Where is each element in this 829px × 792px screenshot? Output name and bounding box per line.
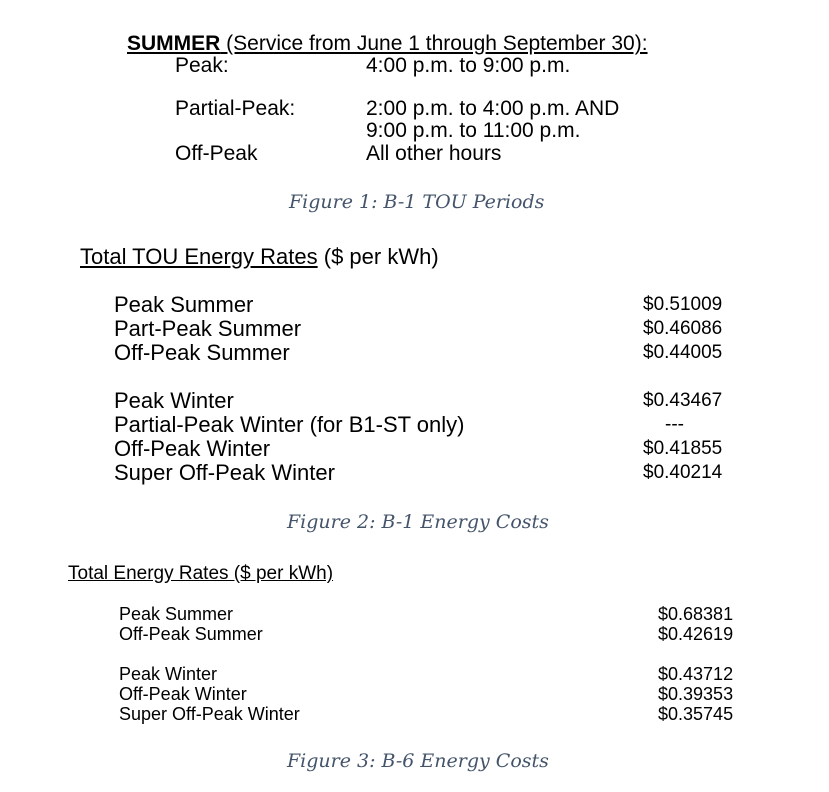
rate-label: Peak Summer xyxy=(119,604,234,624)
rate-value: $0.51009 xyxy=(643,294,723,315)
period-hours-partial-peak-1: 2:00 p.m. to 4:00 p.m. AND xyxy=(366,97,620,120)
rate-label: Off-Peak Summer xyxy=(119,624,263,644)
season-note: (Service from June 1 through September 30): xyxy=(220,32,648,55)
season-label: SUMMER xyxy=(127,32,221,55)
period-hours-partial-peak-2: 9:00 p.m. to 11:00 p.m. xyxy=(366,119,581,142)
rate-label: Partial-Peak Winter (for B1-ST only) xyxy=(114,412,465,437)
rate-value: $0.46086 xyxy=(643,318,723,339)
rate-label: Super Off-Peak Winter xyxy=(114,460,335,485)
rate-value: $0.39353 xyxy=(658,684,734,704)
rate-label: Peak Winter xyxy=(114,388,234,413)
period-label-partial-peak: Partial-Peak: xyxy=(175,97,296,120)
energy-rates-heading: Total Energy Rates ($ per kWh) xyxy=(68,563,334,584)
rate-value: $0.42619 xyxy=(658,624,734,644)
rate-label: Off-Peak Winter xyxy=(119,684,247,704)
period-hours-peak: 4:00 p.m. to 9:00 p.m. xyxy=(366,54,571,77)
figure1-caption: Figure 1: B-1 TOU Periods xyxy=(289,191,545,213)
period-label-off-peak: Off-Peak xyxy=(175,142,258,165)
rate-label: Part-Peak Summer xyxy=(114,316,302,341)
rate-value: $0.35745 xyxy=(658,704,734,724)
rate-label: Peak Summer xyxy=(114,292,254,317)
rate-value: --- xyxy=(665,414,684,435)
rate-label: Super Off-Peak Winter xyxy=(119,704,300,724)
rate-label: Off-Peak Summer xyxy=(114,340,290,365)
tou-rates-heading xyxy=(80,244,439,270)
rate-label: Peak Winter xyxy=(119,664,218,684)
rate-label: Off-Peak Winter xyxy=(114,436,271,461)
tou-rates-heading-unit: ($ per kWh) xyxy=(317,244,439,269)
period-label-peak: Peak: xyxy=(175,54,229,77)
rate-value: $0.44005 xyxy=(643,342,723,363)
figure2-caption: Figure 2: B-1 Energy Costs xyxy=(287,511,549,533)
rate-value: $0.68381 xyxy=(658,604,734,624)
rate-value: $0.41855 xyxy=(643,438,723,459)
rate-value: $0.43712 xyxy=(658,664,734,684)
summer-season-heading xyxy=(127,33,648,55)
tou-rates-heading-title: Total TOU Energy Rates xyxy=(80,244,318,269)
period-hours-off-peak: All other hours xyxy=(366,142,502,165)
rate-value: $0.43467 xyxy=(643,390,723,411)
rate-value: $0.40214 xyxy=(643,462,723,483)
figure3-caption: Figure 3: B-6 Energy Costs xyxy=(287,750,549,772)
